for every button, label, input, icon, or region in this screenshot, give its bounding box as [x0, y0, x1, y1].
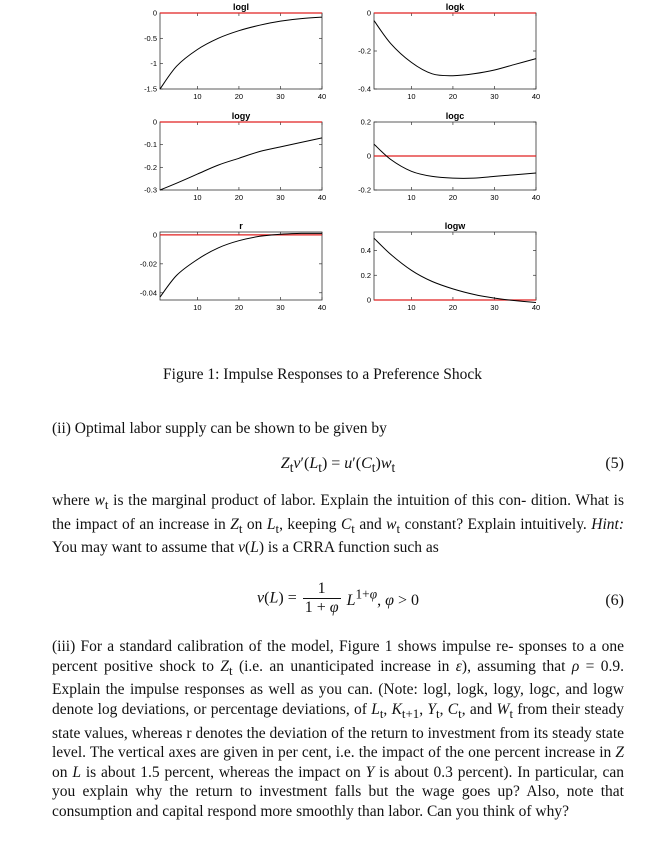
- part-iii-question: (iii) For a standard calibration of the model, Figure 1 shows impulse re- sponses to a one percent positive shock to $Z_t$ (i.e. an unanticipated increase in ε), assuming that ρ = 0.9. Explain the impulse responses as well as you can. (Note: logl, logk, logy, logc, and logw denote log deviations, or percentage deviations, of $L_t$, $K_{t+1}$, $Y_t$, $C_t$, and $W_t$ from their steady state values, whereas r denotes the deviation of the return to investment from its steady state level. The vertical axes are given in per cent, i.e. the impact of the one percent increase in Z on L is about 1.5 percent, whereas the impact on Y is about 0.3 percent). In particular, can you explain why the return to investment falls but the wage goes up? Also, note that consumption and capital respond more smoothly than labor. Can you think of why?: [52, 638, 624, 820]
- y-tick-label: 0: [152, 8, 157, 18]
- x-tick-label: 30: [276, 193, 285, 202]
- x-tick-label: 30: [490, 193, 499, 202]
- x-tick-label: 30: [276, 303, 285, 312]
- panel-title: logk: [445, 2, 465, 12]
- panel-r: [140, 221, 326, 312]
- x-tick-label: 20: [448, 193, 458, 202]
- x-tick-label: 30: [276, 92, 285, 101]
- x-tick-label: 10: [193, 303, 202, 312]
- equation-6-body: v(L) = $\frac{1}{1 + \varphi}$ $L^{1+\varphi}$, φ > 0: [257, 580, 419, 616]
- x-tick-label: 10: [193, 193, 202, 202]
- x-tick-label: 20: [234, 92, 244, 101]
- panel-title: r: [239, 221, 243, 231]
- y-tick-label: -0.3: [144, 185, 157, 195]
- x-tick-label: 10: [407, 303, 416, 312]
- y-tick-label: 0: [366, 151, 371, 161]
- equation-5-number: (5): [605, 455, 624, 472]
- response-line: [374, 144, 536, 178]
- x-tick-label: 10: [193, 92, 202, 101]
- y-tick-label: -0.2: [358, 185, 371, 195]
- response-line: [374, 21, 536, 76]
- panel-title: logy: [231, 111, 251, 121]
- y-tick-label: 0.2: [360, 270, 371, 280]
- x-tick-label: 10: [407, 92, 416, 101]
- response-line: [160, 17, 322, 89]
- y-tick-label: -0.04: [139, 288, 157, 298]
- panel-logl: [144, 2, 326, 101]
- impulse-response-figure: [0, 0, 645, 330]
- x-tick-label: 40: [531, 303, 541, 312]
- y-tick-label: 0: [366, 8, 371, 18]
- y-tick-label: 0.4: [360, 246, 371, 256]
- y-tick-label: 0: [366, 295, 371, 305]
- response-line: [374, 238, 536, 302]
- x-tick-label: 20: [234, 303, 244, 312]
- y-tick-label: 0.2: [360, 117, 371, 127]
- y-tick-label: -0.1: [144, 140, 157, 150]
- y-tick-label: -1: [150, 59, 157, 69]
- response-line: [160, 233, 322, 297]
- plot-frame: [160, 13, 322, 89]
- x-tick-label: 40: [317, 193, 327, 202]
- x-tick-label: 20: [448, 92, 458, 101]
- figure-caption: Figure 1: Impulse Responses to a Preference Shock: [163, 366, 482, 383]
- x-tick-label: 20: [234, 193, 244, 202]
- panel-logy: [144, 111, 326, 202]
- x-tick-label: 40: [531, 92, 541, 101]
- y-tick-label: -0.02: [139, 259, 157, 269]
- y-tick-label: -1.5: [144, 84, 157, 94]
- equation-6-number: (6): [605, 592, 624, 609]
- y-tick-label: 0: [152, 230, 157, 240]
- panel-logc: [358, 111, 540, 202]
- response-line: [160, 138, 322, 190]
- x-tick-label: 40: [317, 303, 327, 312]
- y-tick-label: -0.2: [358, 46, 371, 56]
- y-tick-label: -0.2: [144, 162, 157, 172]
- equation-6: [52, 580, 624, 624]
- x-tick-label: 10: [407, 193, 416, 202]
- y-tick-label: -0.4: [358, 84, 371, 94]
- x-tick-label: 30: [490, 303, 499, 312]
- x-tick-label: 20: [448, 303, 458, 312]
- panel-logk: [358, 2, 540, 101]
- plot-frame: [160, 232, 322, 300]
- equation-5: [52, 455, 624, 477]
- part-ii-intro: (ii) Optimal labor supply can be shown to be given by: [52, 420, 387, 437]
- part-ii-question: where $w_t$ is the marginal product of labor. Explain the intuition of this con- dition. What is the impact of an increase in $Z_t$ on $L_t$, keeping $C_t$ and $w_t$ constant? Explain intuitively. Hint: You may want to assume that v(L) is a CRRA function such as: [52, 492, 624, 557]
- panel-title: logw: [444, 221, 466, 231]
- y-tick-label: 0: [152, 117, 157, 127]
- x-tick-label: 40: [531, 193, 541, 202]
- panel-title: logl: [233, 2, 249, 12]
- x-tick-label: 30: [490, 92, 499, 101]
- y-tick-label: -0.5: [144, 33, 157, 43]
- panel-title: logc: [445, 111, 465, 121]
- x-tick-label: 40: [317, 92, 327, 101]
- equation-5-body: $Z_tv'(L_t) = u'(C_t)w_t$: [280, 455, 396, 476]
- panel-logw: [361, 221, 541, 312]
